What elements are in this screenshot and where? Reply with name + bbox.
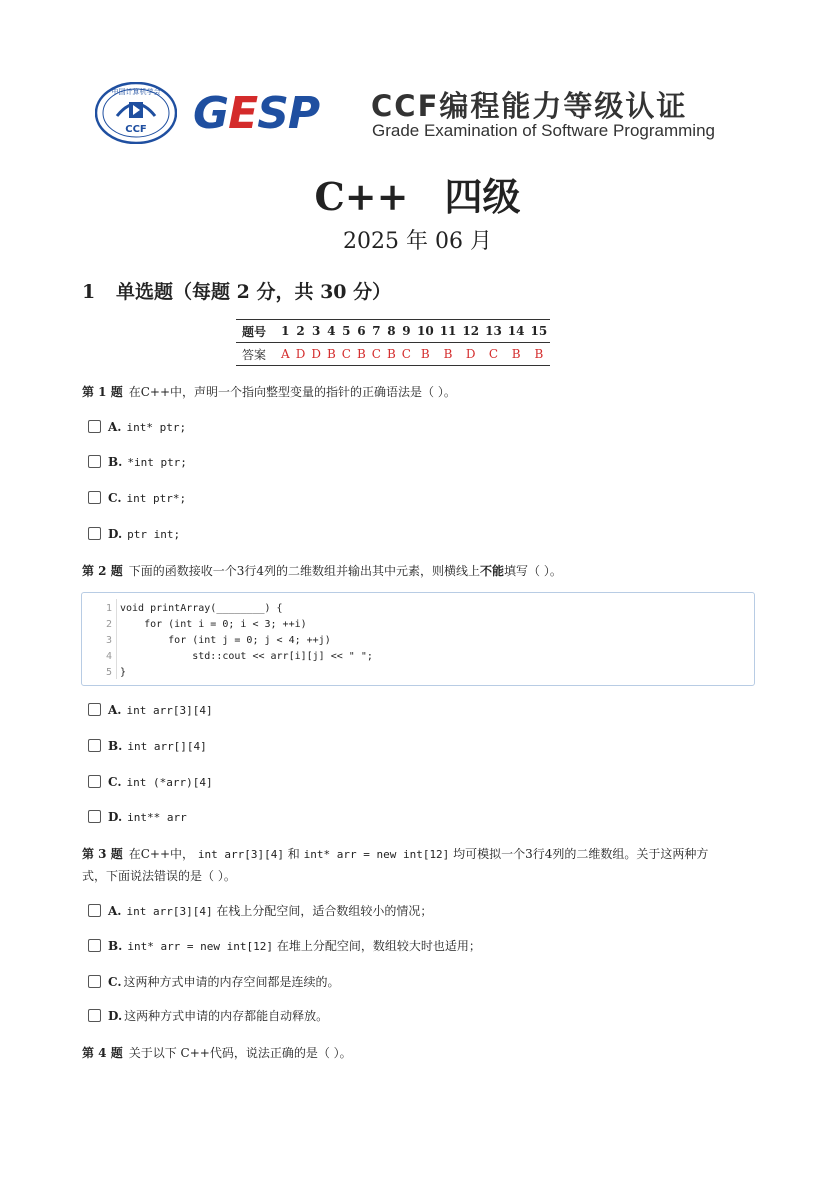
option-text: 在栈上分配空间，适合数组较小的情况； bbox=[216, 904, 433, 918]
question-number-cell: 4 bbox=[324, 320, 339, 343]
option-code: int arr[3][4] bbox=[126, 704, 213, 717]
section-title: 单选题（每题 2 分，共 30 分） bbox=[116, 281, 392, 303]
option-text: 在堆上分配空间，数组较大时也适用； bbox=[276, 939, 481, 953]
question-1-option-c[interactable] bbox=[88, 490, 186, 506]
checkbox[interactable] bbox=[88, 939, 101, 952]
question-3-option-c[interactable] bbox=[88, 974, 340, 990]
question-emphasis: 不能 bbox=[480, 564, 505, 578]
svg-text:CCF: CCF bbox=[125, 124, 147, 135]
line-number: 1 bbox=[105, 603, 112, 614]
question-3-prompt-line2: 式，下面说法错误的是（ ）。 bbox=[82, 869, 236, 883]
question-3-option-d[interactable] bbox=[88, 1008, 328, 1024]
question-4-prompt bbox=[82, 1044, 352, 1061]
option-letter: C. bbox=[108, 775, 122, 789]
answer-cell: B bbox=[324, 343, 339, 366]
question-number-cell: 2 bbox=[293, 320, 309, 343]
line-number: 4 bbox=[105, 651, 112, 662]
option-code: ptr int; bbox=[127, 528, 181, 541]
checkbox[interactable] bbox=[88, 703, 101, 716]
question-text: 在C++中， bbox=[128, 847, 195, 861]
option-code: int* arr = new int[12] bbox=[127, 940, 274, 953]
answer-table-header-row bbox=[236, 320, 550, 343]
question-number-cell: 6 bbox=[354, 320, 369, 343]
checkbox[interactable] bbox=[88, 420, 101, 433]
question-label: 第 1 题 bbox=[82, 385, 123, 399]
question-number-cell: 12 bbox=[459, 320, 482, 343]
option-code: int* ptr; bbox=[126, 421, 187, 434]
checkbox[interactable] bbox=[88, 1009, 101, 1022]
answer-cell: B bbox=[437, 343, 460, 366]
code-line: for (int j = 0; j < 4; ++j) bbox=[120, 635, 331, 646]
gutter-divider bbox=[116, 599, 117, 679]
answer-cell: B bbox=[505, 343, 528, 366]
answer-cell: B bbox=[354, 343, 369, 366]
answer-cell: C bbox=[399, 343, 414, 366]
question-label: 第 4 题 bbox=[82, 1046, 123, 1060]
question-2-option-d[interactable] bbox=[88, 809, 187, 825]
page-header bbox=[95, 82, 745, 144]
checkbox[interactable] bbox=[88, 775, 101, 788]
question-3-prompt bbox=[82, 845, 708, 862]
checkbox[interactable] bbox=[88, 904, 101, 917]
code-line: } bbox=[120, 667, 127, 678]
title-language: C++ bbox=[314, 174, 409, 219]
checkbox[interactable] bbox=[88, 810, 101, 823]
line-number: 2 bbox=[105, 619, 112, 630]
answer-cell: B bbox=[528, 343, 551, 366]
option-code: int ptr*; bbox=[126, 492, 187, 505]
question-text: 在C++中，声明一个指向整型变量的指针的正确语法是（ ）。 bbox=[128, 385, 456, 399]
question-2-prompt bbox=[82, 562, 562, 579]
question-1-option-b[interactable] bbox=[88, 454, 187, 470]
ccf-seal-logo bbox=[95, 82, 177, 144]
answer-table-answer-row bbox=[236, 343, 550, 366]
checkbox[interactable] bbox=[88, 739, 101, 752]
code-line: void printArray(________) { bbox=[120, 603, 283, 614]
question-number-cell: 14 bbox=[505, 320, 528, 343]
question-number-cell: 11 bbox=[437, 320, 460, 343]
question-number-cell: 15 bbox=[528, 320, 551, 343]
question-1-option-a[interactable] bbox=[88, 419, 186, 435]
option-letter: B. bbox=[108, 939, 123, 953]
answer-cell: B bbox=[414, 343, 437, 366]
question-label: 第 3 题 bbox=[82, 847, 123, 861]
question-number-cell: 8 bbox=[384, 320, 399, 343]
option-code: *int ptr; bbox=[127, 456, 187, 469]
section-number: 1 bbox=[82, 281, 96, 303]
option-letter: D. bbox=[108, 810, 123, 824]
document-title bbox=[0, 166, 835, 221]
question-text: 下面的函数接收一个3行4列的二维数组并输出其中元素，则横线上 bbox=[128, 564, 480, 578]
option-letter: A. bbox=[108, 703, 122, 717]
option-letter: A. bbox=[108, 420, 122, 434]
option-text: 这两种方式申请的内存都能自动释放。 bbox=[124, 1009, 329, 1023]
code-line: for (int i = 0; i < 3; ++i) bbox=[120, 619, 307, 630]
code-line: std::cout << arr[i][j] << " "; bbox=[120, 651, 373, 662]
question-text: 和 bbox=[287, 847, 300, 861]
question-number-cell: 13 bbox=[482, 320, 505, 343]
question-3-option-b[interactable] bbox=[88, 938, 481, 954]
question-number-cell: 1 bbox=[278, 320, 293, 343]
checkbox[interactable] bbox=[88, 455, 101, 468]
answer-cell: B bbox=[384, 343, 399, 366]
question-3-option-a[interactable] bbox=[88, 903, 432, 919]
cert-subtitle: Grade Examination of Software Programming bbox=[372, 121, 715, 140]
answer-cell: C bbox=[339, 343, 354, 366]
question-2-option-a[interactable] bbox=[88, 702, 213, 718]
answer-cell: D bbox=[308, 343, 324, 366]
svg-text:中国计算机学会: 中国计算机学会 bbox=[111, 88, 161, 96]
option-letter: B. bbox=[108, 739, 123, 753]
question-1-prompt bbox=[82, 383, 456, 400]
code-text bbox=[120, 601, 373, 681]
gesp-logo: GESP bbox=[193, 88, 320, 139]
cert-title: CCF编程能力等级认证 bbox=[371, 89, 688, 123]
option-code: int arr[3][4] bbox=[126, 905, 213, 918]
question-text: 均可模拟一个3行4列的二维数组。关于这两种方 bbox=[453, 847, 709, 861]
option-code: int arr[][4] bbox=[127, 740, 207, 753]
checkbox[interactable] bbox=[88, 975, 101, 988]
line-numbers bbox=[90, 601, 112, 681]
answer-cell: C bbox=[369, 343, 384, 366]
question-text: 关于以下 C++代码，说法正确的是（ ）。 bbox=[128, 1046, 352, 1060]
title-level: 四级 bbox=[444, 174, 521, 219]
option-text: 这两种方式申请的内存空间都是连续的。 bbox=[123, 975, 340, 989]
answer-cell: D bbox=[293, 343, 309, 366]
code-block bbox=[81, 592, 755, 686]
answer-cell: C bbox=[482, 343, 505, 366]
answer-cell: A bbox=[278, 343, 293, 366]
answer-table-answer-label: 答案 bbox=[236, 343, 278, 366]
option-letter: D. bbox=[108, 527, 123, 541]
question-number-cell: 3 bbox=[308, 320, 324, 343]
question-text: 填写（ ）。 bbox=[504, 564, 562, 578]
section-heading bbox=[82, 277, 391, 304]
answer-cell: D bbox=[459, 343, 482, 366]
question-number-cell: 5 bbox=[339, 320, 354, 343]
checkbox[interactable] bbox=[88, 527, 101, 540]
question-number-cell: 10 bbox=[414, 320, 437, 343]
checkbox[interactable] bbox=[88, 491, 101, 504]
inline-code: int* arr = new int[12] bbox=[303, 848, 450, 861]
option-code: int (*arr)[4] bbox=[126, 776, 213, 789]
line-number: 3 bbox=[105, 635, 112, 646]
line-number: 5 bbox=[105, 667, 112, 678]
option-letter: C. bbox=[108, 975, 122, 989]
question-1-option-d[interactable] bbox=[88, 526, 180, 542]
question-label: 第 2 题 bbox=[82, 564, 123, 578]
option-letter: C. bbox=[108, 491, 122, 505]
answer-table-header-label: 题号 bbox=[236, 320, 278, 343]
option-letter: B. bbox=[108, 455, 123, 469]
option-letter: A. bbox=[108, 904, 122, 918]
option-code: int** arr bbox=[127, 811, 187, 824]
document-date: 2025 年 06 月 bbox=[343, 229, 492, 254]
question-number-cell: 7 bbox=[369, 320, 384, 343]
question-number-cell: 9 bbox=[399, 320, 414, 343]
option-letter: D. bbox=[108, 1009, 123, 1023]
inline-code: int arr[3][4] bbox=[197, 848, 284, 861]
answer-table bbox=[236, 319, 550, 366]
question-2-option-c[interactable] bbox=[88, 774, 213, 790]
question-2-option-b[interactable] bbox=[88, 738, 207, 754]
